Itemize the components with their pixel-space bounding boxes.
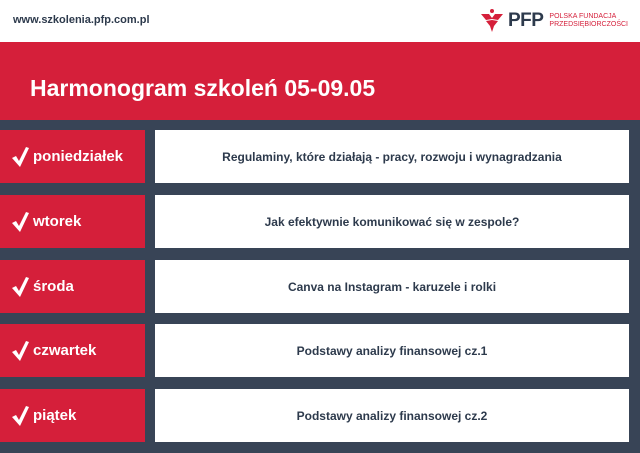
- topic-label: Podstawy analizy finansowej cz.1: [296, 343, 488, 358]
- checkmark-icon: [11, 276, 29, 298]
- logo-caption-line2: PRZEDSIĘBIORCZOŚCI: [549, 21, 628, 28]
- top-bar: [0, 0, 640, 42]
- website-url[interactable]: www.szkolenia.pfp.com.pl: [13, 14, 150, 26]
- logo-caption: [549, 13, 628, 29]
- logo-wordmark: PFP: [507, 10, 544, 31]
- page-title: Harmonogram szkoleń 05-09.05: [30, 75, 376, 101]
- topic-label: Regulaminy, które działają - pracy, rozwoju i wynagradzania: [222, 149, 562, 164]
- schedule-row-monday: [0, 130, 640, 183]
- day-cell: [0, 260, 145, 313]
- day-label: wtorek: [33, 213, 82, 230]
- day-cell: [0, 324, 145, 377]
- day-label: poniedziałek: [33, 148, 124, 165]
- title-banner: [0, 42, 640, 120]
- day-label: czwartek: [33, 342, 97, 359]
- pfp-logo: [478, 8, 628, 34]
- schedule-row-wednesday: [0, 260, 640, 313]
- topic-cell: [155, 260, 629, 313]
- pfp-logo-icon: [478, 8, 506, 34]
- day-label: piątek: [33, 407, 77, 424]
- checkmark-icon: [11, 211, 29, 233]
- day-label: środa: [33, 278, 74, 295]
- topic-label: Podstawy analizy finansowej cz.2: [296, 408, 488, 423]
- checkmark-icon: [11, 340, 29, 362]
- logo-caption-line1: POLSKA FUNDACJA: [549, 13, 617, 20]
- day-cell: [0, 130, 145, 183]
- day-cell: [0, 389, 145, 442]
- topic-cell: [155, 130, 629, 183]
- checkmark-icon: [11, 405, 29, 427]
- topic-cell: [155, 195, 629, 248]
- topic-cell: [155, 324, 629, 377]
- schedule-row-friday: [0, 389, 640, 442]
- day-cell: [0, 195, 145, 248]
- topic-label: Canva na Instagram - karuzele i rolki: [287, 279, 497, 294]
- topic-label: Jak efektywnie komunikować się w zespole?: [264, 214, 520, 229]
- topic-cell: [155, 389, 629, 442]
- schedule-row-thursday: [0, 324, 640, 377]
- checkmark-icon: [11, 146, 29, 168]
- schedule-row-tuesday: [0, 195, 640, 248]
